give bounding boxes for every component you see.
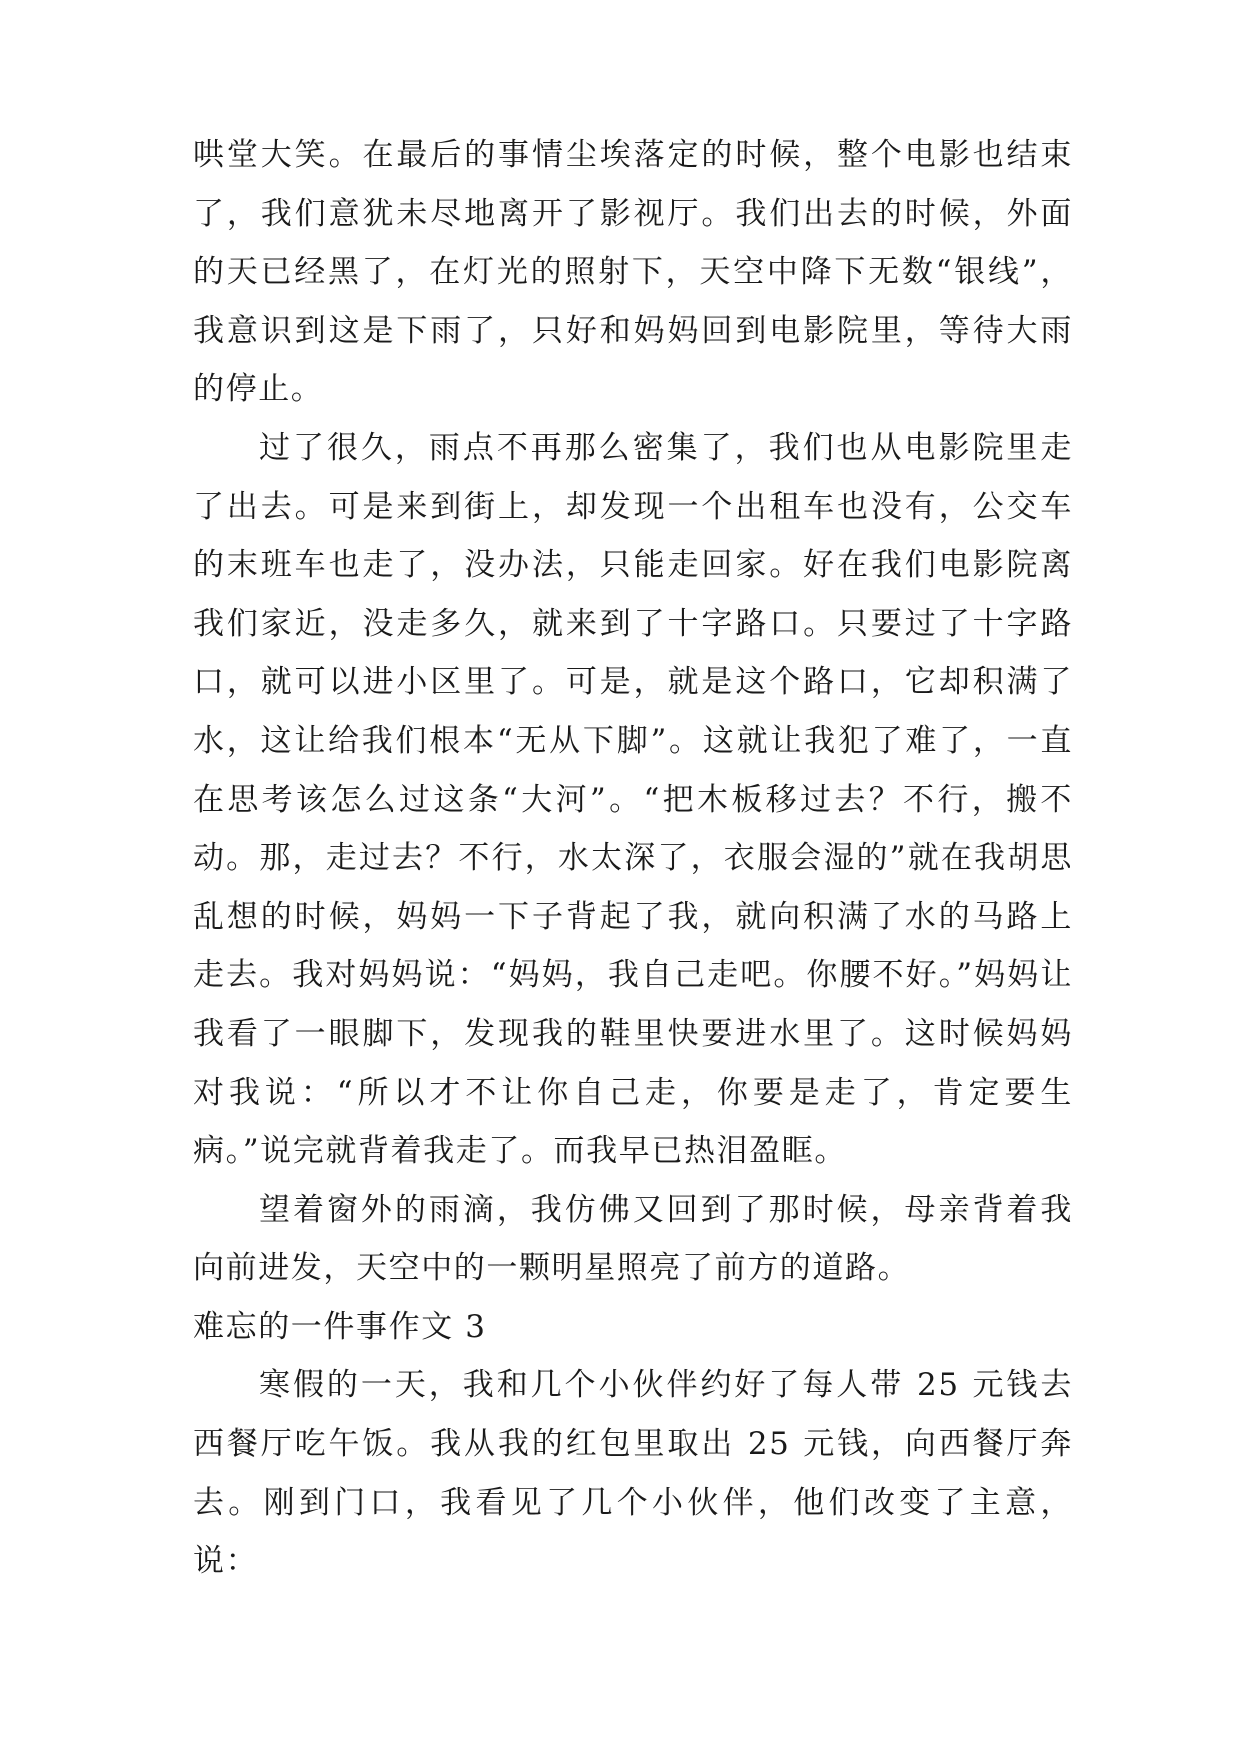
paragraph-1: 哄堂大笑。在最后的事情尘埃落定的时候，整个电影也结束了，我们意犹未尽地离开了影视厅。我们出去的时候，外面的天已经黑了，在灯光的照射下，天空中降下无数“银线”，我意识到这是下雨了，只好和妈妈回到电影院里，等待大雨的停止。 [193,137,1073,408]
paragraph-2: 过了很久，雨点不再那么密集了，我们也从电影院里走了出去。可是来到街上，却发现一个出租车也没有，公交车的末班车也走了，没办法，只能走回家。好在我们电影院离我们家近，没走多久，就来到了十字路口。只要过了十字路口，就可以进小区里了。可是，就是这个路口，它却积满了水，这让给我们根本“无从下脚”。这就让我犯了难了，一直在思考该怎么过这条“大河”。“把木板移过去？不行，搬不动。那，走过去？不行，水太深了，衣服会湿的”就在我胡思乱想的时候，妈妈一下子背起了我，就向积满了水的马路上走去。我对妈妈说：“妈妈，我自己走吧。你腰不好。”妈妈让我看了一眼脚下，发现我的鞋里快要进水里了。这时候妈妈对我说：“所以才不让你自己走，你要是走了，肯定要生病。”说完就背着我走了。而我早已热泪盈眶。 [193,429,1073,1170]
paragraph-3: 望着窗外的雨滴，我仿佛又回到了那时候，母亲背着我向前进发，天空中的一颗明星照亮了前方的道路。 [193,1191,1073,1287]
section-title: 难忘的一件事作文 3 [193,1308,487,1345]
essay-body [193,126,1073,1591]
paragraph-4: 寒假的一天，我和几个小伙伴约好了每人带 25 元钱去西餐厅吃午饭。我从我的红包里取出 25 元钱，向西餐厅奔去。刚到门口，我看见了几个小伙伴，他们改变了主意，说： [193,1367,1073,1580]
